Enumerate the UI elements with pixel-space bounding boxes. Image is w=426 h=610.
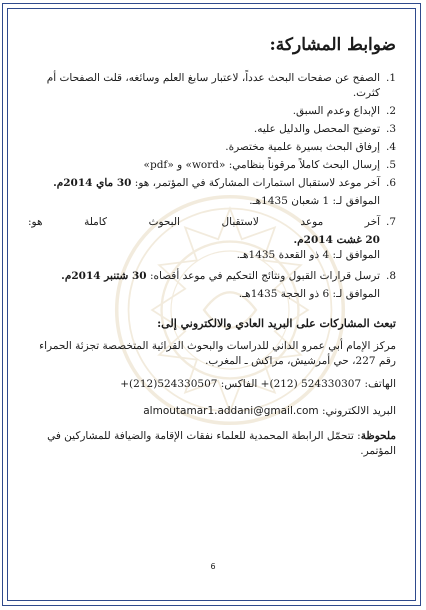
item-number: 5. — [385, 159, 396, 171]
item-text: الصفح عن صفحات البحث عدداً، لاعتبار سابغ العلم وسائغه، قلت الصفحات أم كثرت. — [46, 72, 380, 99]
hijri-date: الموافق لـ: 4 ذو القعدة 1435هـ. — [236, 249, 380, 261]
list-item — [28, 104, 396, 119]
hijri-date: الموافق لـ: 1 شعبان 1435هـ. — [249, 195, 380, 207]
item-number: 8. — [385, 270, 396, 282]
note-text: : تتحمّل الرابطة المحمدية للعلماء نفقات الإقامة والضيافة للمشاركين في المؤتمر. — [47, 430, 396, 457]
page-number: 6 — [210, 562, 216, 571]
list-item — [28, 71, 396, 101]
hijri-date: الموافق لـ: 6 ذو الحجة 1435هـ. — [238, 288, 380, 300]
list-item — [28, 215, 396, 230]
mail-heading: تبعث المشاركات على البريد العادي والالكتروني إلى: — [157, 317, 396, 330]
list-item — [28, 122, 396, 137]
item-number: 3. — [385, 123, 396, 135]
list-item — [28, 269, 396, 284]
note-label: ملحوظة — [360, 430, 396, 442]
deadline-date: 20 غشت 2014م. — [293, 234, 380, 246]
email-line — [28, 404, 396, 419]
item-text: إرسال البحث كاملاً مرقوناً بنظامي: «word» و «pdf» — [143, 159, 380, 171]
deadline-date: 30 ماي 2014م. — [53, 177, 132, 189]
item-number: 7. — [385, 216, 396, 228]
item-number: 4. — [385, 141, 396, 153]
item-text: آخر موعد لاستقبال استمارات المشاركة في المؤتمر، هو: — [131, 177, 380, 189]
item-text: ترسل قرارات القبول ونتائج التحكيم في موعد أقصاه: — [146, 270, 380, 282]
list-item — [28, 176, 396, 191]
list-item — [28, 158, 396, 173]
item-text: الإبداع وعدم السبق. — [292, 105, 380, 117]
item-number: 6. — [385, 177, 396, 189]
item-number: 1. — [385, 72, 396, 84]
item-number: 2. — [385, 105, 396, 117]
page-title: ضوابط المشاركة: — [269, 35, 396, 55]
email-address: almoutamar1.addani@gmail.com — [143, 405, 319, 417]
item-text: آخر موعد لاستقبال البحوث كاملة هو: — [28, 216, 380, 228]
list-item — [28, 140, 396, 155]
phone-fax: الهاتف: 524330307 (212)+ الفاكس: 524330507(212)+ — [120, 378, 396, 390]
note — [28, 429, 396, 459]
content-area — [28, 35, 396, 467]
email-label: البريد الالكتروني: — [322, 405, 396, 417]
item-text: إرفاق البحث بسيرة علمية مختصرة. — [225, 141, 380, 153]
deadline-date: 30 شتنبر 2014م. — [61, 270, 147, 282]
item-text: توضيح المحصل والدليل عليه. — [253, 123, 380, 135]
postal-address: مركز الإمام أبي عمرو الداني للدراسات والبحوث القرائية المتخصصة تجزئة الحمراء رقم 227، حي أمرشيش، مراكش ـ المغرب. — [39, 340, 396, 367]
